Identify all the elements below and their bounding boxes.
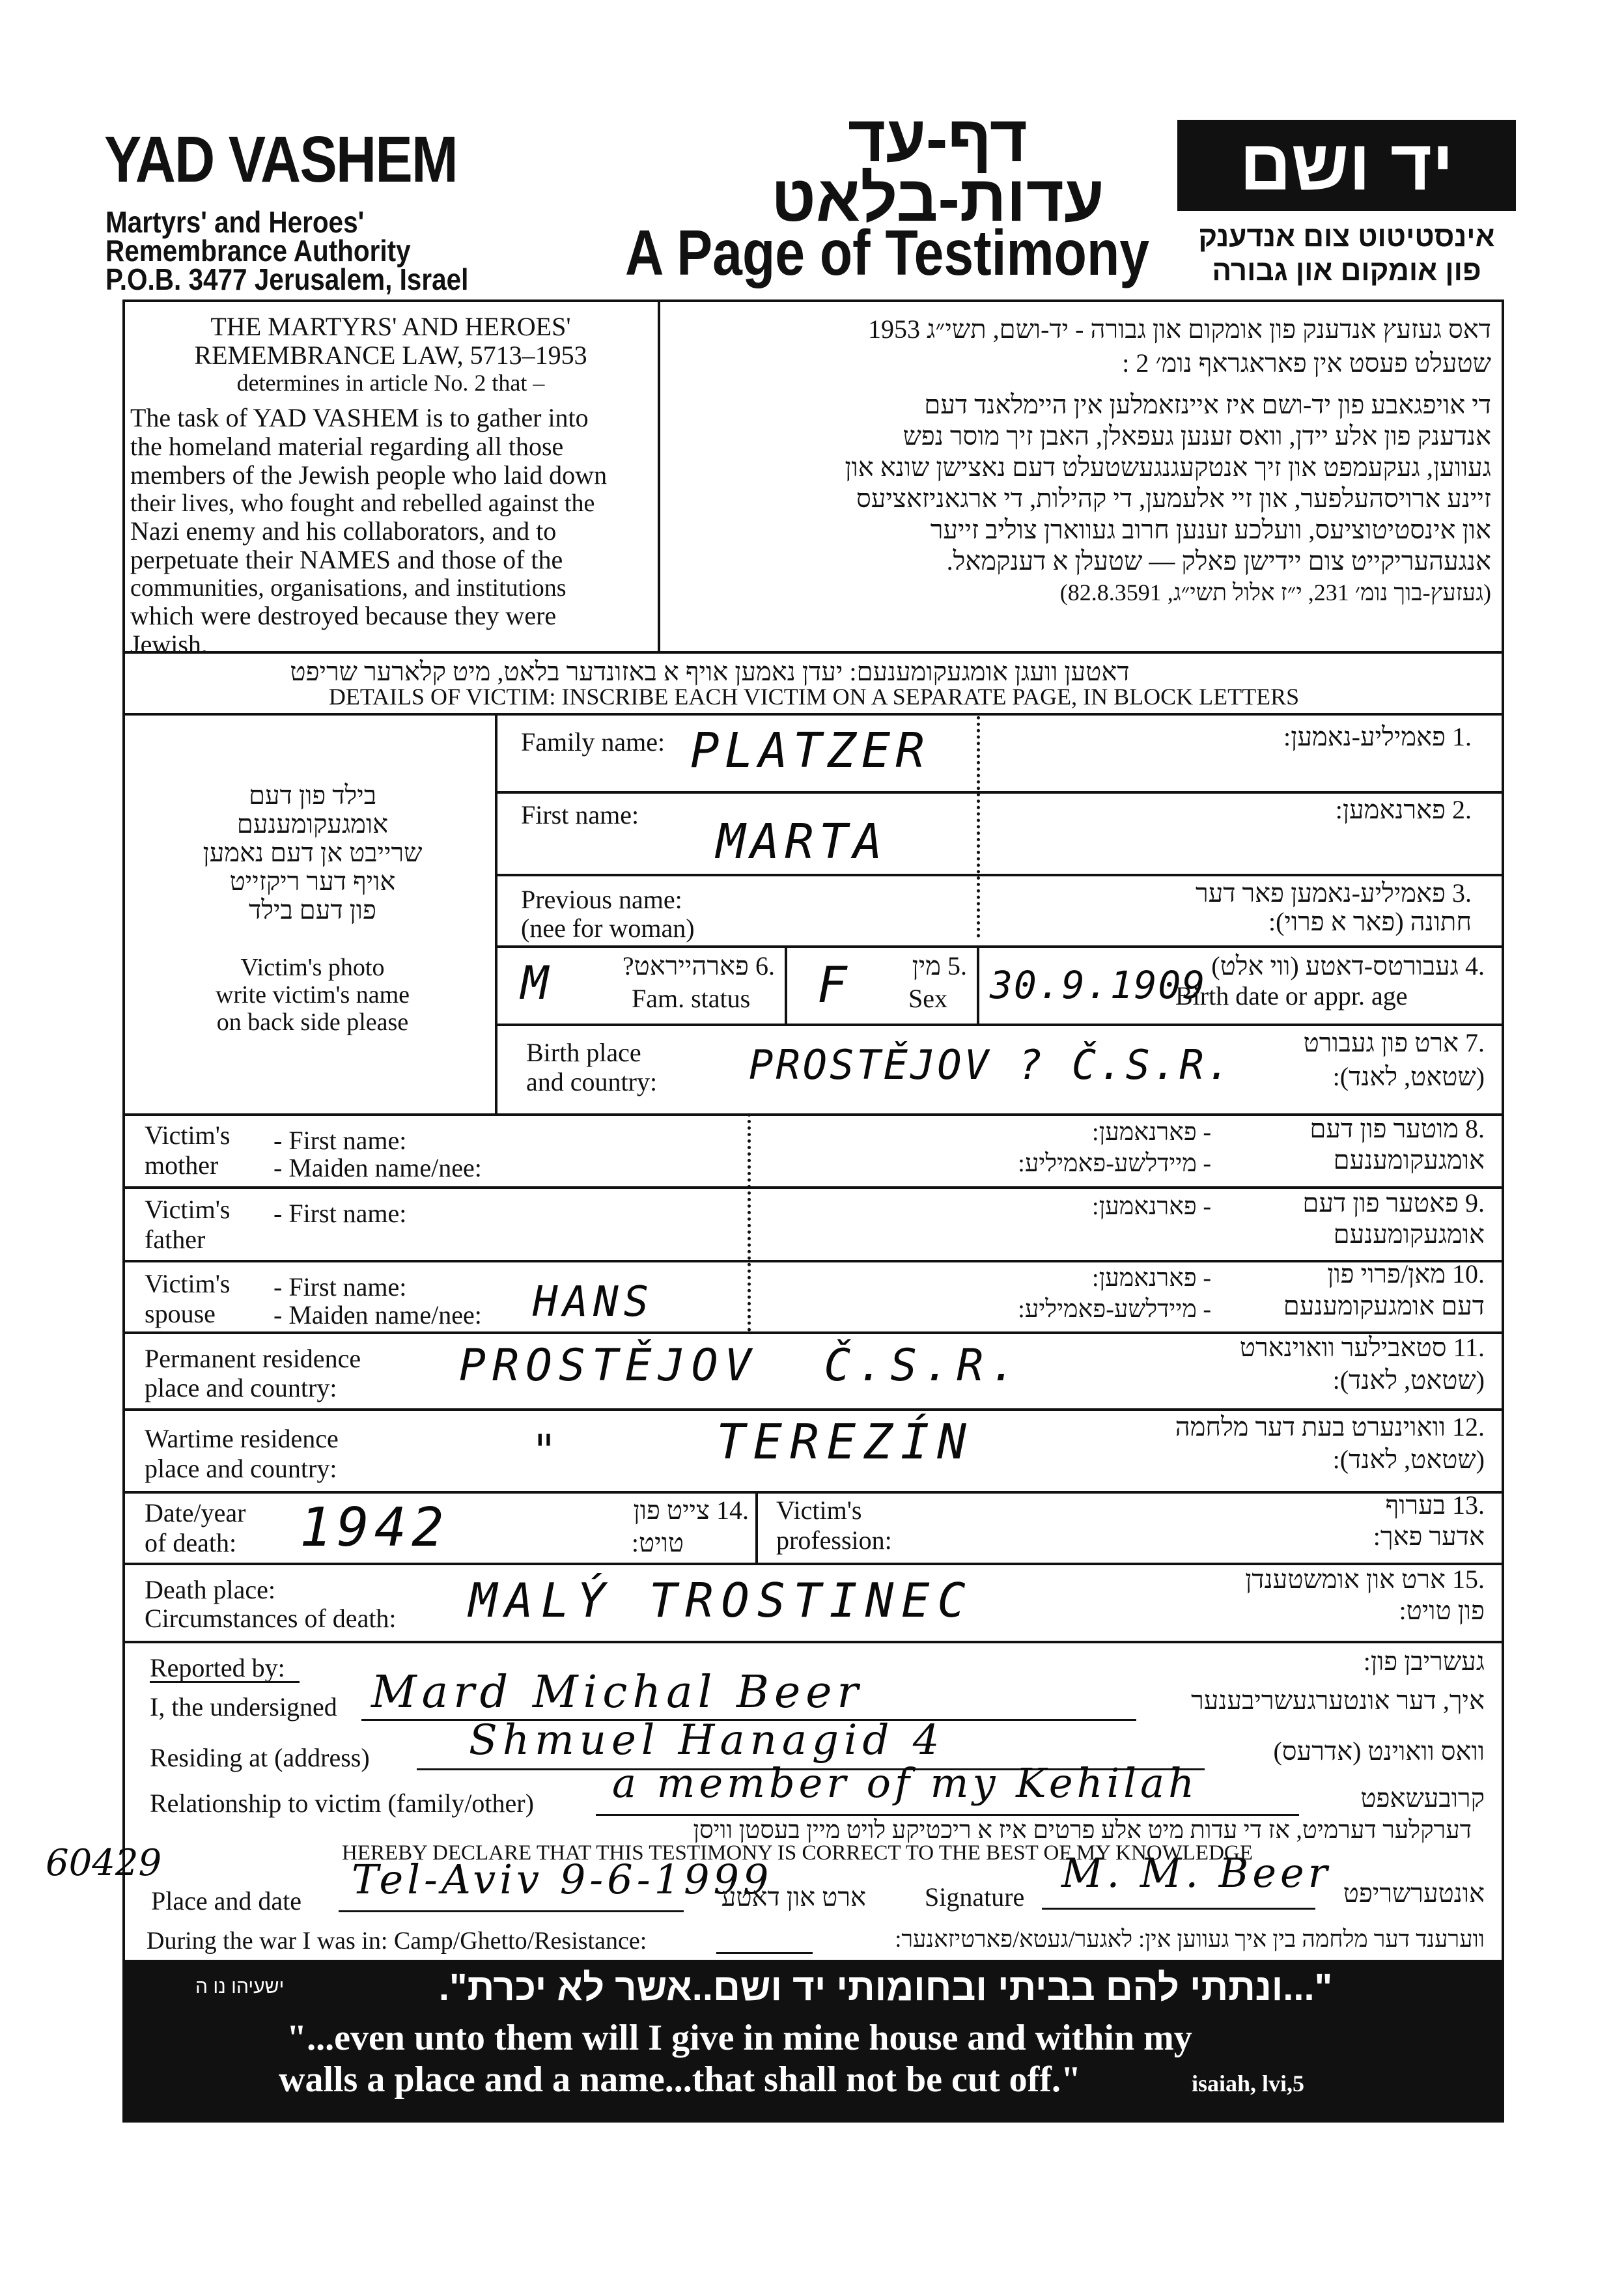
father-label: Victim's [145, 1195, 231, 1224]
divider [122, 1408, 1504, 1411]
permanent-residence-yiddish-2: (שטאט, לאנד): [1332, 1365, 1485, 1395]
hebrew-title-1: דף-עד [847, 102, 1028, 175]
law-yiddish [677, 313, 1491, 608]
first-name-value[interactable]: MARTA [716, 814, 888, 870]
margin-number: 60429 [46, 1842, 162, 1884]
birth-place-label: Birth place [526, 1038, 641, 1067]
permanent-residence-sublabel: place and country: [145, 1373, 337, 1402]
undersigned-value[interactable]: Mard Michal Beer [371, 1667, 863, 1718]
birth-date-label: Birth date or appr. age [1175, 981, 1408, 1010]
profession-label: Victim's [776, 1496, 862, 1525]
spouse-label: Victim's [145, 1269, 231, 1298]
fam-status-yiddish: .6 פארהייראט? [622, 951, 775, 981]
death-place-value[interactable]: MALÝ TROSTINEC [469, 1573, 973, 1628]
law-line: perpetuate their NAMES and those of the [130, 545, 563, 574]
previous-name-label: Previous name: [521, 885, 682, 914]
previous-name-yiddish-2: חתונה (פאר א פרוי): [1268, 907, 1472, 936]
law-line: the homeland material regarding all those [130, 432, 564, 461]
spouse-first-name-yiddish: - פארנאמען: [1092, 1264, 1211, 1292]
father-yiddish-2: אומגעקומענעם [1333, 1219, 1485, 1249]
footer-hebrew-quote: "...ונתתי להם בביתי ובחומותי יד ושם..אשר לא יכרת". [438, 1966, 1333, 2009]
institute-subtitle-2: פון אומקום און גבורה [1212, 255, 1481, 286]
birth-date-value[interactable]: 30.9.1909 [990, 963, 1207, 1007]
law-yid-line: שטעלט פעסט אין פאראגראף נומ׳ 2 : [1122, 348, 1491, 378]
place-date-yiddish: ארט און דאטע [721, 1882, 866, 1912]
org-address: P.O.B. 3477 Jerusalem, Israel [105, 262, 469, 296]
previous-name-yiddish: .3 פאמיליע-נאמען פאר דער [1195, 878, 1472, 908]
wartime-residence-sublabel: place and country: [145, 1454, 337, 1483]
mother-sublabel: mother [145, 1150, 219, 1180]
sex-value[interactable]: F [817, 956, 852, 1014]
divider [977, 945, 979, 1024]
first-name-yiddish: .2 פארנאמען: [1335, 795, 1472, 824]
logo-text: יד ושם [1239, 125, 1454, 205]
law-title-1: THE MARTYRS' AND HEROES' [210, 312, 571, 341]
father-yiddish: .9 פאטער פון דעם [1302, 1188, 1485, 1218]
death-place-sublabel: Circumstances of death: [145, 1604, 397, 1633]
wartime-residence-yiddish: .12 וואוינערט בעת דער מלחמה [1175, 1412, 1485, 1442]
death-date-label: Date/year [145, 1498, 246, 1527]
war-location-yiddish: ווערענד דער מלחמה בין איך געווען אין: לאגער/געטא/פארטיזאנער: [895, 1926, 1485, 1952]
undersigned-label: I, the undersigned [150, 1692, 337, 1721]
father-first-name-yiddish: - פארנאמען: [1092, 1193, 1211, 1220]
sex-label: Sex [908, 984, 947, 1013]
death-date-value[interactable]: 1942 [300, 1497, 449, 1559]
divider [122, 651, 1504, 654]
residing-value[interactable]: Shmuel Hanagid 4 [469, 1716, 945, 1764]
hebrew-title-2: עדות-בלאט [771, 162, 1104, 235]
page-title: A Page of Testimony [625, 217, 1150, 288]
death-date-yiddish: .14 צייט פון [633, 1496, 749, 1525]
law-line: Nazi enemy and his collaborators, and to [130, 516, 557, 546]
family-name-yiddish: .1 פאמיליע-נאמען: [1283, 722, 1472, 751]
sex-yiddish: .5 מין [912, 951, 967, 981]
mother-maiden-name-label: - Maiden name/nee: [273, 1153, 482, 1182]
law-line: Jewish. [130, 630, 208, 659]
org-subtitle-2: Remembrance Authority [105, 234, 411, 268]
photo-yid-line: שרייבט אן דעם נאמען [203, 838, 423, 867]
spouse-maiden-name-label: - Maiden name/nee: [273, 1300, 482, 1330]
wartime-residence-value[interactable]: TEREZÍN [716, 1414, 974, 1470]
death-date-sublabel: of death: [145, 1528, 237, 1557]
org-title: YAD VASHEM [104, 123, 457, 196]
divider [122, 713, 1504, 716]
law-yid-line: זיינע ארויסהעלפער, און זיי אלעמען, די קהילות, די ארגאניזאציעס [856, 484, 1491, 513]
place-date-line [339, 1910, 684, 1912]
law-divider [658, 300, 660, 651]
dotted-divider [977, 716, 980, 938]
wartime-residence-label: Wartime residence [145, 1424, 339, 1453]
footer-english-ref: isaiah, lvi,5 [1192, 2070, 1305, 2097]
org-subtitle-1: Martyrs' and Heroes' [105, 205, 365, 239]
signature-label: Signature [925, 1882, 1025, 1912]
law-yid-line: און אינסטיטוציעס, וועלכע זענען חרוב געווארן צוליב זייער [930, 515, 1491, 544]
photo-yid-line: אויף דער ריקזייט [229, 867, 396, 896]
profession-yiddish: .13 בערוף [1385, 1490, 1485, 1520]
reported-by-yiddish: געשריבן פון: [1363, 1647, 1485, 1676]
birth-place-yiddish: .7 ארט פון געבורט [1303, 1028, 1485, 1057]
war-location-label: During the war I was in: Camp/Ghetto/Resistance: [147, 1927, 647, 1955]
first-name-label: First name: [521, 800, 639, 829]
footer-english-line-2: walls a place and a name...that shall not be cut off." [279, 2059, 1082, 2100]
photo-en-line: write victim's name [215, 981, 410, 1009]
place-date-label: Place and date [151, 1886, 301, 1916]
photo-yid-line: אומגעקומענעם [236, 809, 389, 839]
father-sublabel: father [145, 1225, 206, 1254]
fam-status-label: Fam. status [632, 984, 751, 1013]
spouse-value[interactable]: HANS [533, 1278, 654, 1326]
death-place-yiddish: .15 ארט און אומשטענדן [1245, 1565, 1485, 1594]
spouse-yiddish: .10 מאן/פרוי פון [1327, 1259, 1485, 1289]
mother-yiddish-2: אומגעקומענעם [1333, 1145, 1485, 1175]
profession-sublabel: profession: [776, 1526, 892, 1555]
previous-name-sublabel: (nee for woman) [521, 913, 695, 943]
declaration-yiddish: דערקלער דערמיט, אז די עדות מיט אלע פרטים איז א ריכטיקע לויט מיין בעסטן וויסן [693, 1817, 1472, 1844]
relationship-line [596, 1814, 1299, 1816]
permanent-residence-value[interactable]: PROSTĚJOV Č.S.R. [459, 1340, 1023, 1391]
law-title-3: determines in article No. 2 that – [236, 370, 545, 396]
death-place-label: Death place: [145, 1575, 275, 1604]
details-english: DETAILS OF VICTIM: INSCRIBE EACH VICTIM ON A SEPARATE PAGE, IN BLOCK LETTERS [328, 684, 1300, 710]
mother-label: Victim's [145, 1121, 231, 1150]
signature-line [1042, 1908, 1315, 1910]
spouse-sublabel: spouse [145, 1299, 216, 1328]
photo-instructions-yiddish [156, 781, 469, 925]
law-yid-line: אנגעהעריקייט צום יידישן פאלק — שטעלן א דענקמאל. [946, 546, 1491, 576]
spouse-maiden-name-yiddish: - מיידלשע-פאמיליע: [1018, 1296, 1211, 1323]
law-yid-line: (געזעץ-בוך נומ׳ 231, י״ז אלול תשי״ג, 82.8.3591) [1059, 579, 1491, 606]
relationship-yiddish: קרובעשאפט [1360, 1783, 1485, 1813]
divider [122, 1641, 1504, 1643]
mother-first-name-label: - First name: [273, 1126, 407, 1155]
footer-hebrew-ref: ישעיהו נו ה [195, 1976, 285, 1998]
dotted-divider [748, 1113, 751, 1331]
law-line: communities, organisations, and institutions [130, 574, 567, 602]
law-line: The task of YAD VASHEM is to gather into [130, 403, 589, 432]
photo-en-line: on back side please [216, 1009, 409, 1036]
photo-yid-line: פון דעם בילד [249, 895, 376, 925]
birth-date-yiddish: .4 געבורטס-דאטע (ווי אלט) [1211, 951, 1485, 981]
photo-divider [495, 713, 497, 1113]
spouse-yiddish-2: דעם אומגעקומענעם [1283, 1291, 1485, 1320]
war-location-line [716, 1952, 813, 1954]
institute-subtitle-1: אינסטיטוט צום אנדענק [1198, 221, 1495, 253]
reported-by-underline [150, 1681, 300, 1683]
permanent-residence-yiddish: .11 סטאבילער וואוינארט [1239, 1333, 1485, 1362]
law-line: members of the Jewish people who laid down [130, 460, 608, 490]
birth-place-value[interactable]: PROSTĚJOV ? Č.S.R. [749, 1041, 1233, 1089]
death-place-yiddish-2: פון טויט: [1399, 1596, 1485, 1625]
law-english [130, 313, 651, 659]
relationship-label: Relationship to victim (family/other) [150, 1789, 534, 1818]
signature-value[interactable]: M. M. Beer [1061, 1849, 1332, 1897]
permanent-residence-label: Permanent residence [145, 1344, 361, 1373]
fam-status-value[interactable]: M [521, 956, 554, 1010]
reported-by-label: Reported by: [150, 1653, 285, 1682]
wartime-residence-yiddish-2: (שטאט, לאנד): [1332, 1445, 1485, 1474]
details-yiddish: דאטען וועגן אומגעקומענעם: יעדן נאמען אויף א באזונדער בלאט, מיט קלארער שריפט [290, 657, 1130, 686]
signature-yiddish: אונטערשריפט [1343, 1878, 1485, 1908]
photo-yid-line: בילד פון דעם [249, 781, 376, 810]
divider [495, 945, 1504, 948]
law-line: their lives, who fought and rebelled against the [130, 490, 595, 517]
profession-yiddish-2: אדער פאך: [1373, 1522, 1485, 1551]
law-yid-line: געווען, געקעמפט און זיך אנטקעגנגעשטעלט דעם נאצישן שונא און [845, 453, 1491, 482]
divider [755, 1491, 758, 1563]
divider [495, 874, 1504, 876]
law-yid-line: דאס געזעץ אנדענק פון אומקום און גבורה - יד-ושם, תשי״ג 1953 [868, 314, 1491, 344]
law-line: which were destroyed because they were [130, 601, 557, 630]
birth-place-sublabel: and country: [526, 1067, 658, 1096]
photo-instructions-english [156, 954, 469, 1036]
family-name-value[interactable]: PLATZER [690, 723, 930, 779]
death-date-yiddish-2: טויט: [631, 1528, 684, 1557]
footer-english-line-1: "...even unto them will I give in mine house and within my [287, 2018, 1192, 2058]
declaration-english: HEREBY DECLARE THAT THIS TESTIMONY IS CORRECT TO THE BEST OF MY KNOWLEDGE [342, 1841, 1253, 1865]
undersigned-yiddish: איך, דער אונטערגעשריבענער [1191, 1686, 1485, 1715]
birth-place-yiddish-2: (שטאט, לאנד): [1332, 1062, 1485, 1091]
law-title-2: REMEMBRANCE LAW, 5713–1953 [194, 341, 587, 370]
father-first-name-label: - First name: [273, 1199, 407, 1228]
wartime-ditto-mark: " [534, 1426, 555, 1477]
law-yid-line: די אויפגאבע פון יד-ושם איז איינזאמלען אין היימלאנד דעם [924, 390, 1491, 419]
place-date-value[interactable]: Tel-Aviv 9-6-1999 [352, 1856, 773, 1903]
photo-en-line: Victim's photo [240, 954, 385, 981]
residing-yiddish: וואס וואוינט (אדרעס) [1273, 1736, 1485, 1766]
family-name-label: Family name: [521, 727, 665, 757]
divider [785, 945, 787, 1024]
mother-yiddish: .8 מוטער פון דעם [1309, 1114, 1485, 1143]
divider [495, 791, 1504, 794]
divider [495, 1024, 1504, 1026]
spouse-first-name-label: - First name: [273, 1272, 407, 1302]
residing-label: Residing at (address) [150, 1743, 370, 1772]
mother-maiden-name-yiddish: - מיידלשע-פאמיליע: [1018, 1150, 1211, 1177]
mother-first-name-yiddish: - פארנאמען: [1092, 1119, 1211, 1146]
relationship-value[interactable]: a member of my Kehilah [612, 1759, 1199, 1807]
law-yid-line: אנדענק פון אלע יידן, וואס זענען געפאלן, האבן זיך מוסר נפש [903, 421, 1491, 451]
